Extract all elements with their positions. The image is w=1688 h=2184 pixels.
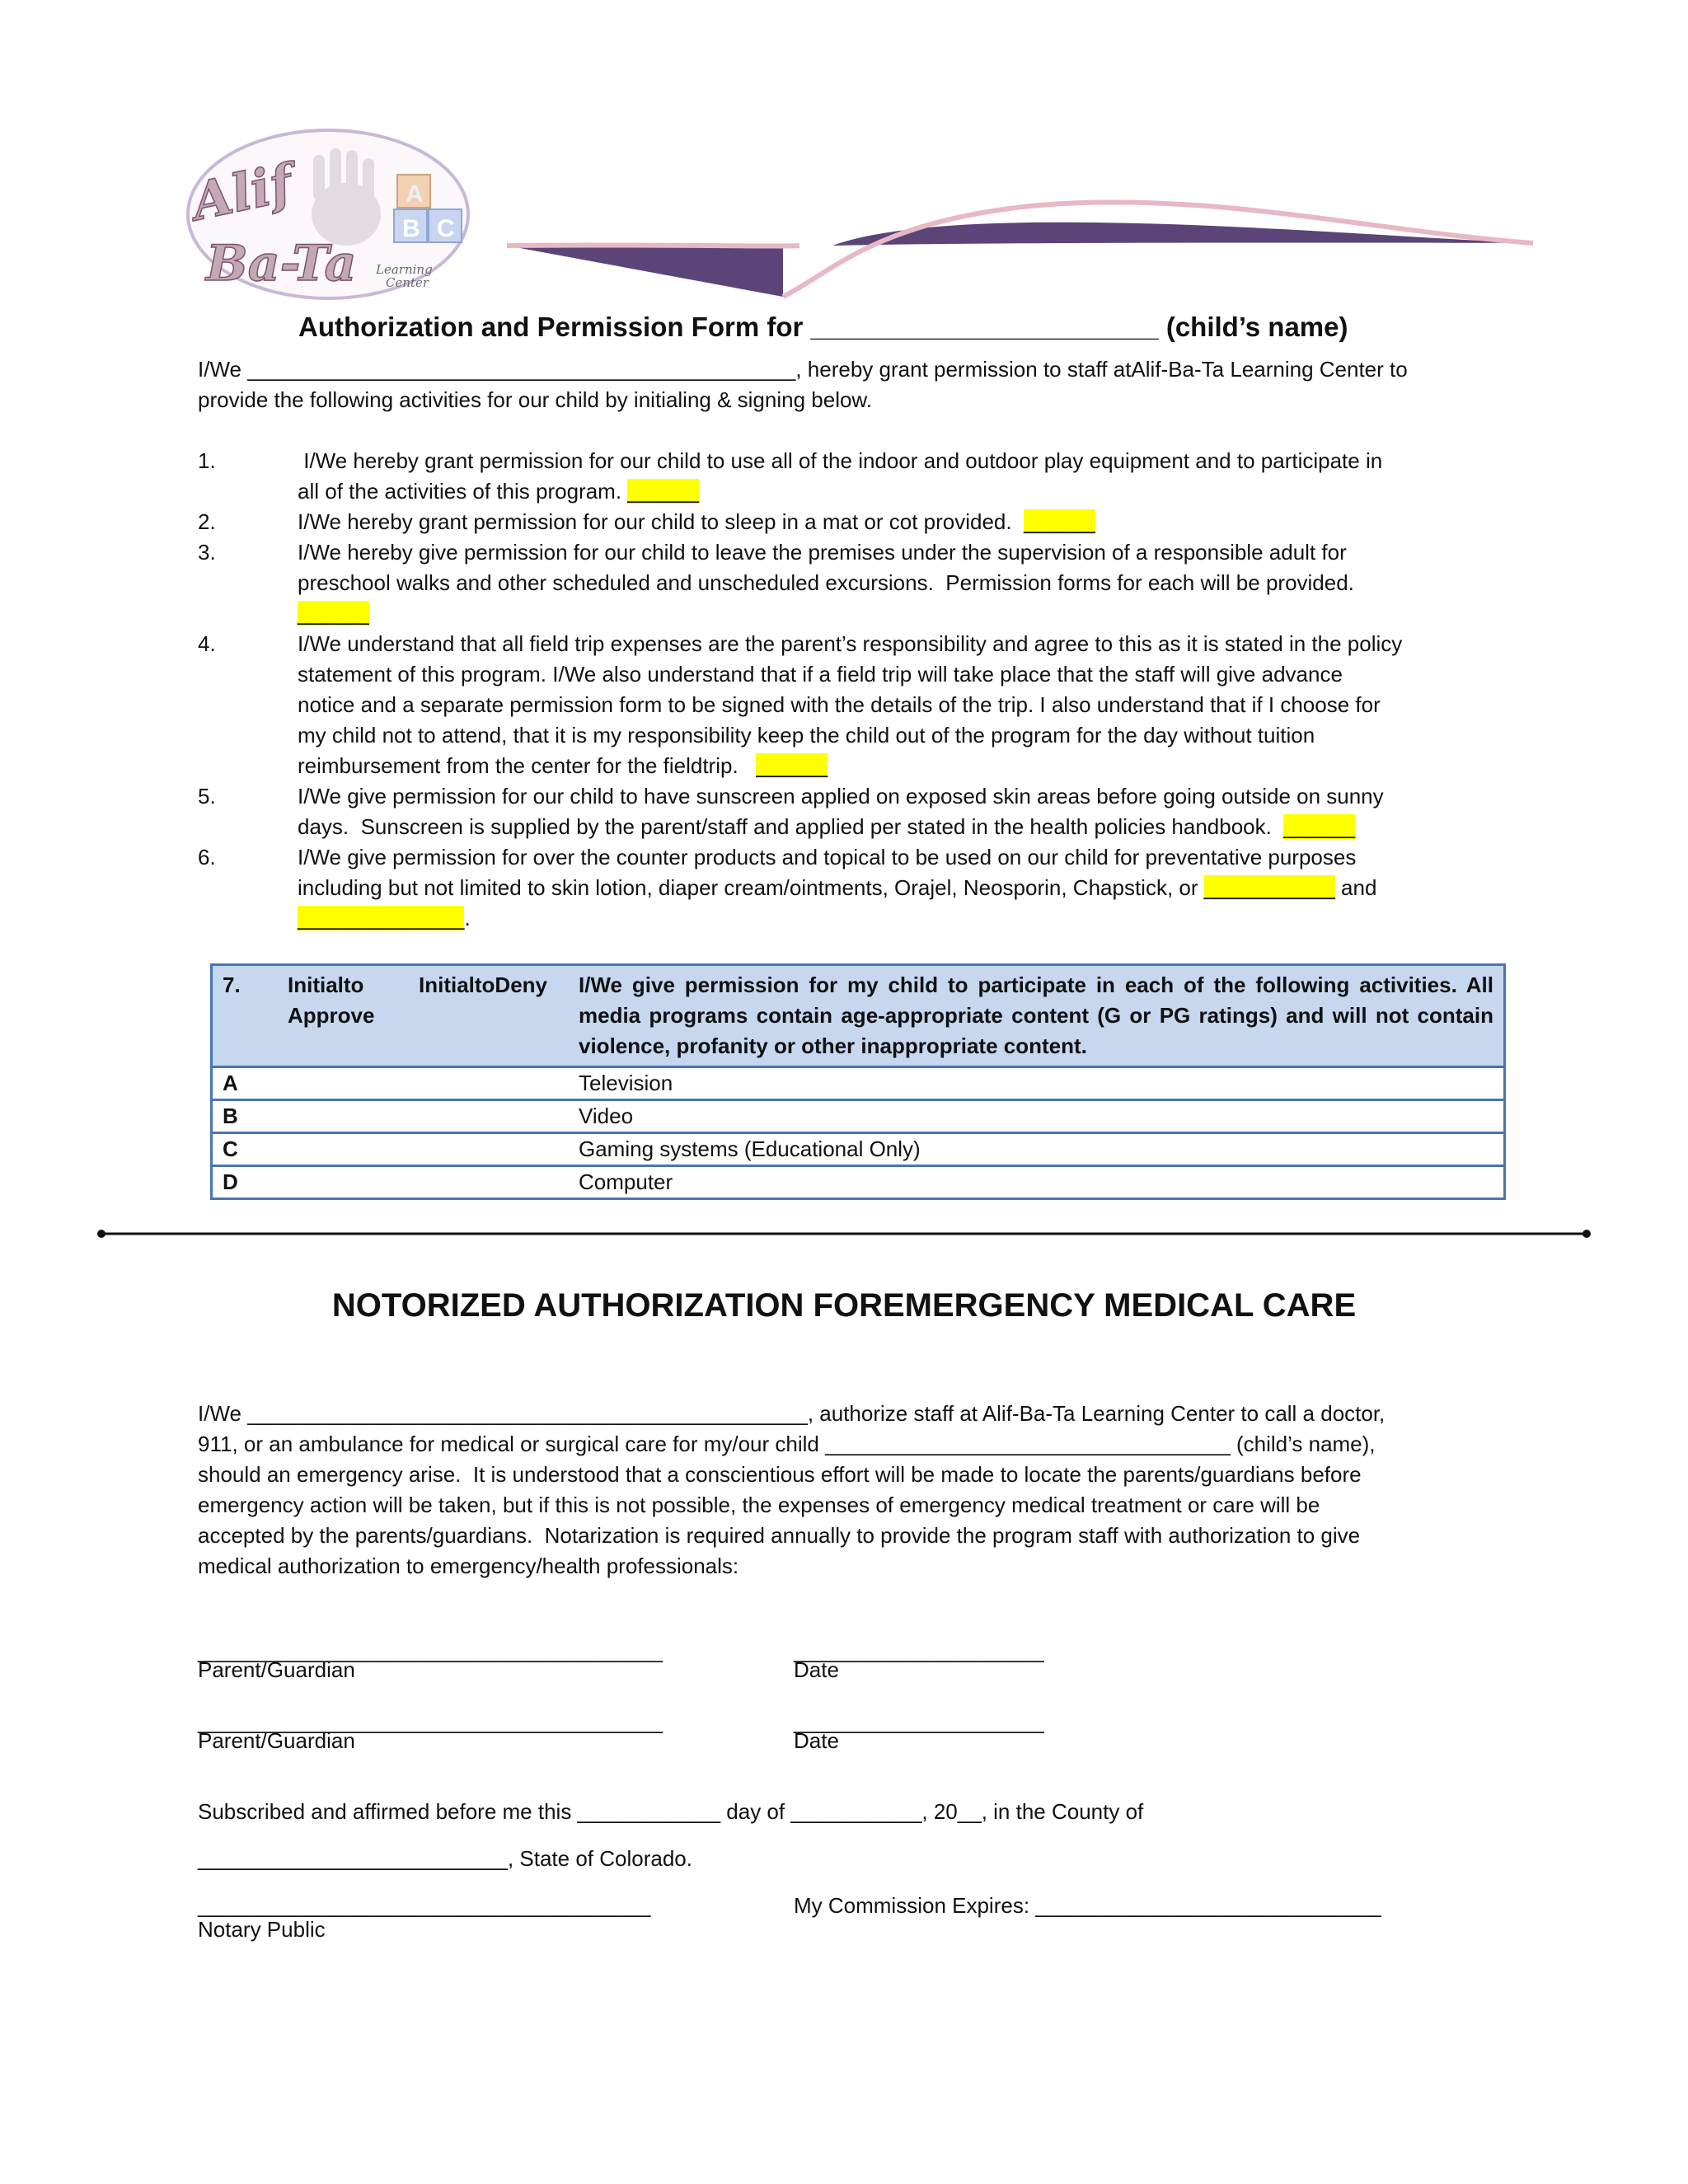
section-divider <box>97 1230 1591 1238</box>
notary-para-line: emergency action will be taken, but if this is not possible, the expenses of emergency medical treatment or care will be <box>198 1493 1320 1517</box>
item-4-line: notice and a separate permission form to be signed with the details of the trip. I also understand that if I choose for <box>298 692 1381 717</box>
item-3-number: 3. <box>198 540 216 565</box>
commission-expires: My Commission Expires: _____________________________ <box>794 1893 1381 1918</box>
logo-script-text: Alif <box>186 152 298 232</box>
notary-signature-line[interactable]: ______________________________________ <box>198 1893 651 1918</box>
item-2-number: 2. <box>198 509 216 534</box>
approve-initial-cell[interactable] <box>278 1100 409 1133</box>
notary-para-line: should an emergency arise. It is understood that a conscientious effort will be made to locate the parents/guardians before <box>198 1462 1362 1487</box>
table-header-row <box>212 965 1505 1067</box>
date-label-1: Date <box>794 1657 839 1682</box>
item-2-line: I/We hereby grant permission for our child to sleep in a mat or cot provided. <box>298 509 1025 534</box>
notary-para-line: medical authorization to emergency/health professionals: <box>198 1554 739 1578</box>
notary-public-label: Notary Public <box>198 1917 326 1942</box>
alif-ba-ta-logo <box>181 124 475 313</box>
initial-approve-header: Initialto Approve <box>278 965 409 1067</box>
item-6-period: . <box>464 906 471 930</box>
item-3-line: preschool walks and other scheduled and unscheduled excursions. Permission forms for each will be provided. <box>298 570 1354 595</box>
item-3-line: I/We hereby give permission for our child to leave the premises under the supervision of a responsible adult for <box>298 540 1347 565</box>
item-4-initial-blank[interactable]: ______ <box>756 753 828 778</box>
row-activity: Gaming systems (Educational Only) <box>569 1133 1505 1166</box>
item-6-line: including but not limited to skin lotion, diaper cream/ointments, Orajel, Neosporin, Chapstick, or <box>298 875 1204 900</box>
parent-guardian-label-2: Parent/Guardian <box>198 1728 355 1753</box>
parent-signature-line-1[interactable]: _______________________________________ <box>198 1638 663 1663</box>
deny-initial-cell[interactable] <box>409 1100 569 1133</box>
deny-initial-cell[interactable] <box>409 1133 569 1166</box>
notary-paragraph <box>198 1399 1385 1582</box>
approve-initial-cell[interactable] <box>278 1067 409 1100</box>
date-line-2[interactable]: _____________________ <box>794 1709 1044 1734</box>
block-b: B <box>402 215 420 242</box>
item-3 <box>298 537 1497 629</box>
logo-caption-2: Center <box>386 275 429 290</box>
item-4-number: 4. <box>198 631 216 656</box>
logo-script-text-2: Ba-Ta <box>206 235 357 293</box>
item-4-line: my child not to attend, that it is my responsibility keep the child out of the program for the day without tuition <box>298 723 1315 748</box>
item-6-and: and <box>1334 875 1377 900</box>
deny-initial-cell[interactable] <box>409 1067 569 1100</box>
state-line: __________________________, State of Colorado. <box>198 1846 692 1871</box>
item-3-initial-blank[interactable]: ______ <box>298 601 369 626</box>
item-1-number: 1. <box>198 448 216 473</box>
notary-title: NOTORIZED AUTHORIZATION FOREMERGENCY MEDICAL CARE <box>331 1287 1357 1324</box>
item-5-line: days. Sunscreen is supplied by the parent/staff and applied per stated in the health policies handbook. <box>298 814 1284 839</box>
table-description: I/We give permission for my child to participate in each of the following activities. All media programs contain age-appropriate content (G or PG ratings) and will not contain violence, profanity or other inappropriate content. <box>569 965 1505 1067</box>
notary-para-line: accepted by the parents/guardians. Notarization is required annually to provide the program staff with authorization to give <box>198 1523 1361 1548</box>
row-activity: Computer <box>569 1166 1505 1199</box>
item-5-initial-blank[interactable]: ______ <box>1283 814 1356 839</box>
media-permission-table <box>210 963 1506 1200</box>
table-row <box>212 1067 1505 1100</box>
item-6-initial-blank[interactable]: ______________ <box>298 906 465 930</box>
parent-signature-line-2[interactable]: _______________________________________ <box>198 1709 663 1734</box>
table-number: 7. <box>212 965 279 1067</box>
approve-initial-cell[interactable] <box>278 1133 409 1166</box>
table-row <box>212 1133 1505 1166</box>
intro-line-1: I/We ______________________________________________, hereby grant permission to staff atAlif-Ba-Ta Learning Center to <box>198 357 1408 382</box>
item-1-line: all of the activities of this program. <box>298 479 628 504</box>
item-1-initial-blank[interactable]: ______ <box>627 479 700 504</box>
block-a: A <box>406 180 424 208</box>
item-4-line: I/We understand that all field trip expenses are the parent’s responsibility and agree to this as it is stated in the policy <box>298 631 1403 656</box>
row-activity: Video <box>569 1100 1505 1133</box>
row-letter: A <box>212 1067 279 1100</box>
item-2-initial-blank[interactable]: ______ <box>1024 509 1095 534</box>
item-4-line: reimbursement from the center for the fieldtrip. <box>298 753 757 778</box>
item-1-line: I/We hereby grant permission for our child to use all of the indoor and outdoor play equipment and to participate in <box>298 448 1383 473</box>
date-line-1[interactable]: _____________________ <box>794 1638 1044 1663</box>
deny-initial-cell[interactable] <box>409 1166 569 1199</box>
initial-deny-header: InitialtoDeny <box>409 965 569 1067</box>
approve-initial-cell[interactable] <box>278 1166 409 1199</box>
parent-guardian-label-1: Parent/Guardian <box>198 1657 355 1682</box>
item-6 <box>298 842 1497 934</box>
row-activity: Television <box>569 1067 1505 1100</box>
form-title: Authorization and Permission Form for _______________________ (child’s name) <box>298 312 1348 342</box>
item-5-line: I/We give permission for our child to have sunscreen applied on exposed skin areas before going outside on sunny <box>298 784 1384 808</box>
item-6-product-blank[interactable]: ___________ <box>1203 875 1335 900</box>
table-row <box>212 1166 1505 1199</box>
subscribed-line: Subscribed and affirmed before me this ____________ day of ___________, 20__, in the County of <box>198 1799 1144 1824</box>
decorative-wave <box>503 190 1541 305</box>
row-letter: C <box>212 1133 279 1166</box>
item-6-number: 6. <box>198 845 216 869</box>
item-4-line: statement of this program. I/We also understand that if a field trip will take place that the staff will give advance <box>298 662 1343 687</box>
notary-para-line: 911, or an ambulance for medical or surgical care for my/our child __________________________________ (child’s name), <box>198 1432 1376 1456</box>
intro-line-2: provide the following activities for our child by initialing & signing below. <box>198 387 872 412</box>
block-c: C <box>437 215 455 242</box>
item-5 <box>298 781 1497 842</box>
row-letter: D <box>212 1166 279 1199</box>
hand-print-icon <box>312 148 381 246</box>
logo-caption-1: Learning <box>376 262 433 277</box>
item-1 <box>298 446 1497 507</box>
notary-para-line: I/We _______________________________________________, authorize staff at Alif-Ba-Ta Learning Center to call a doctor, <box>198 1401 1386 1426</box>
item-6-line: I/We give permission for over the counter products and topical to be used on our child for preventative purposes <box>298 845 1357 869</box>
item-5-number: 5. <box>198 784 216 808</box>
item-2 <box>298 507 1497 537</box>
row-letter: B <box>212 1100 279 1133</box>
date-label-2: Date <box>794 1728 839 1753</box>
table-row <box>212 1100 1505 1133</box>
item-4 <box>298 629 1497 781</box>
